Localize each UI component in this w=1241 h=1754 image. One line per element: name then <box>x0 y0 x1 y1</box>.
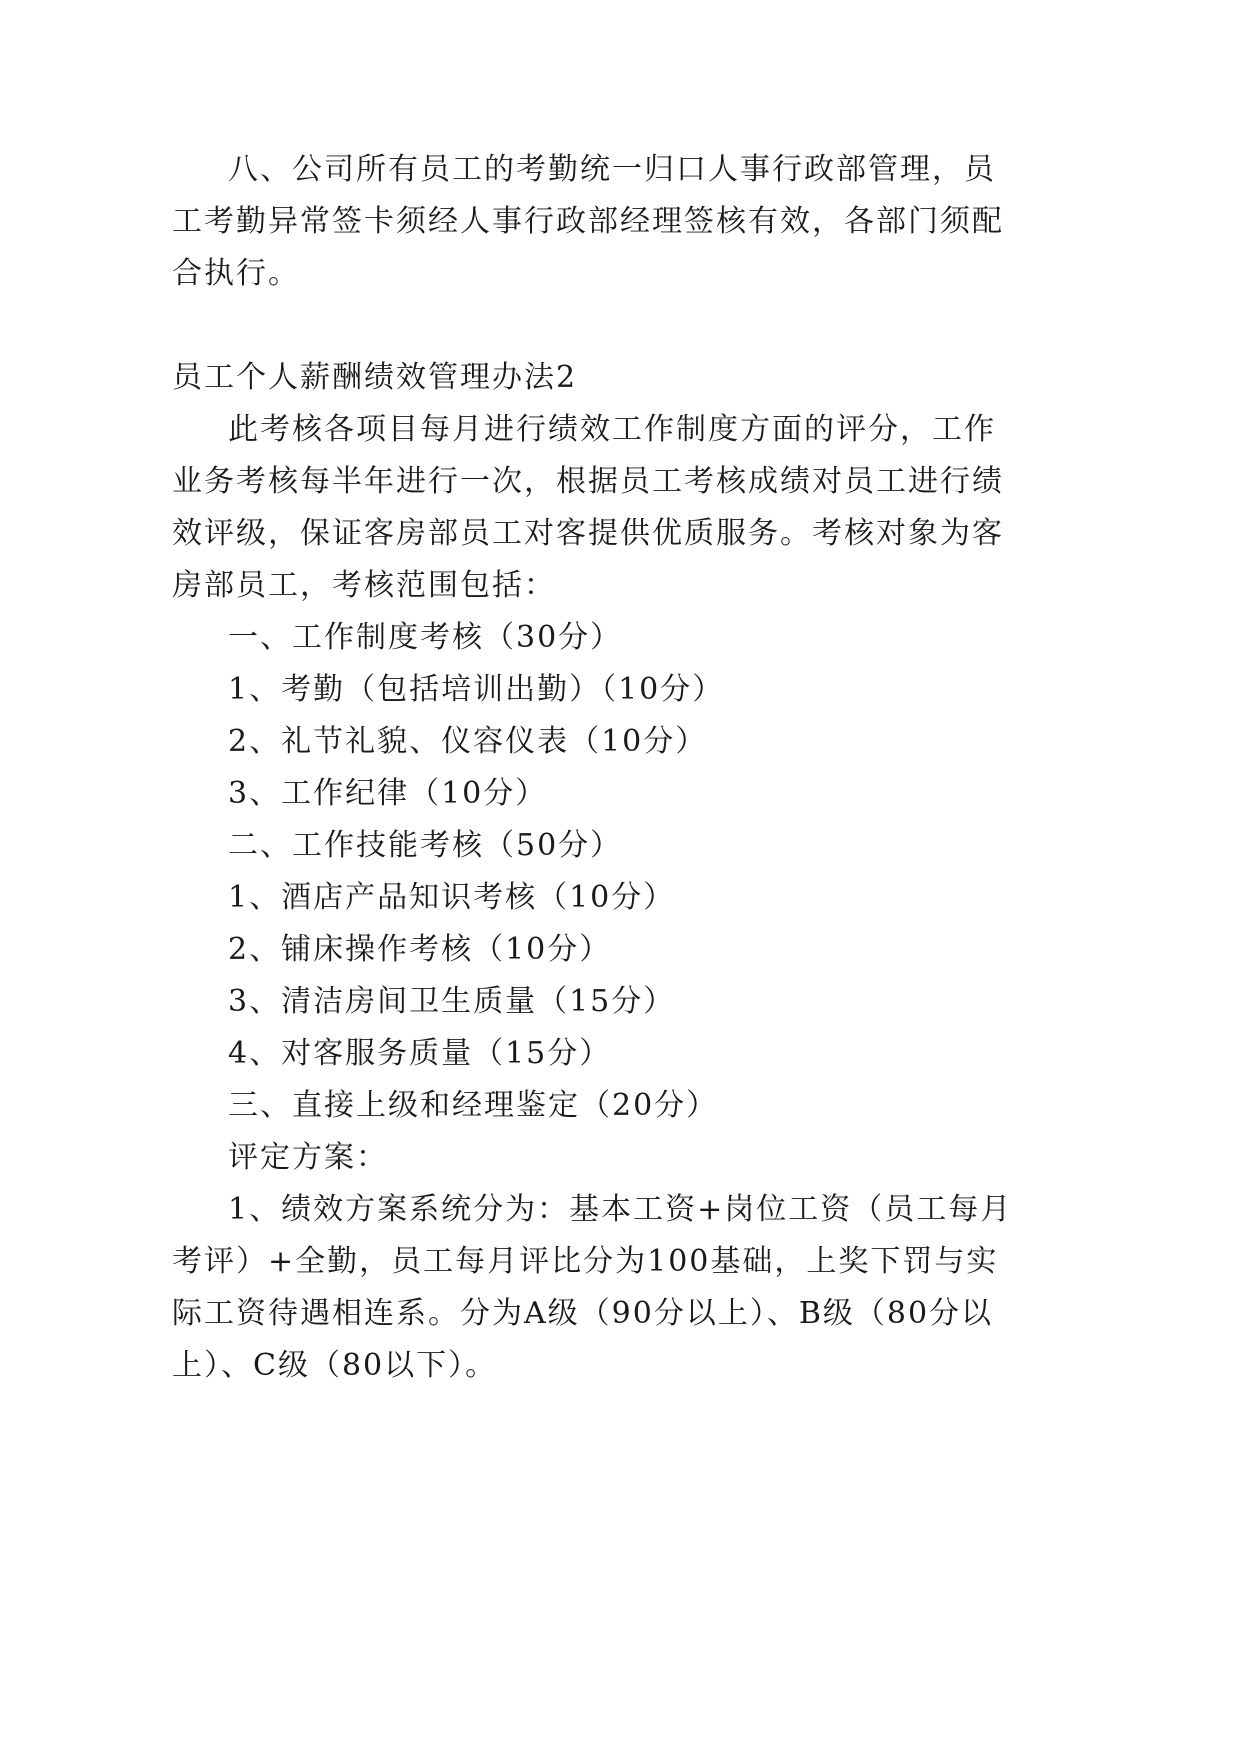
plan-line-2: 考评）+全勤，员工每月评比分为100基础，上奖下罚与实 <box>172 1244 999 1279</box>
list-item: 一、工作制度考核（30分） <box>228 620 623 655</box>
list-item: 三、直接上级和经理鉴定（20分） <box>228 1088 719 1123</box>
list-item: 3、清洁房间卫生质量（15分） <box>228 984 676 1019</box>
list-item: 1、酒店产品知识考核（10分） <box>228 880 676 915</box>
list-item: 3、工作纪律（10分） <box>228 776 548 811</box>
list-item: 1、考勤（包括培训出勤）（10分） <box>228 672 725 707</box>
list-item: 评定方案： <box>228 1140 388 1175</box>
section-title: 员工个人薪酬绩效管理办法2 <box>172 360 578 395</box>
intro-line-4: 房部员工，考核范围包括： <box>172 568 556 603</box>
paragraph-8-line-1: 八、公司所有员工的考勤统一归口人事行政部管理，员 <box>228 152 996 187</box>
list-item: 2、礼节礼貌、仪容仪表（10分） <box>228 724 708 759</box>
list-item: 二、工作技能考核（50分） <box>228 828 623 863</box>
paragraph-8-line-2: 工考勤异常签卡须经人事行政部经理签核有效，各部门须配 <box>172 204 1004 239</box>
plan-line-4: 上）、C级（80以下）。 <box>172 1348 498 1383</box>
list-item: 4、对客服务质量（15分） <box>228 1036 612 1071</box>
intro-line-2: 业务考核每半年进行一次，根据员工考核成绩对员工进行绩 <box>172 464 1004 499</box>
plan-line-1: 1、绩效方案系统分为：基本工资+岗位工资（员工每月 <box>228 1192 1013 1227</box>
plan-line-3: 际工资待遇相连系。分为A级（90分以上）、B级（80分以 <box>172 1296 994 1331</box>
list-item: 2、铺床操作考核（10分） <box>228 932 612 967</box>
intro-line-3: 效评级，保证客房部员工对客提供优质服务。考核对象为客 <box>172 516 1004 551</box>
paragraph-8-line-3: 合执行。 <box>172 256 300 291</box>
intro-line-1: 此考核各项目每月进行绩效工作制度方面的评分，工作 <box>228 412 996 447</box>
